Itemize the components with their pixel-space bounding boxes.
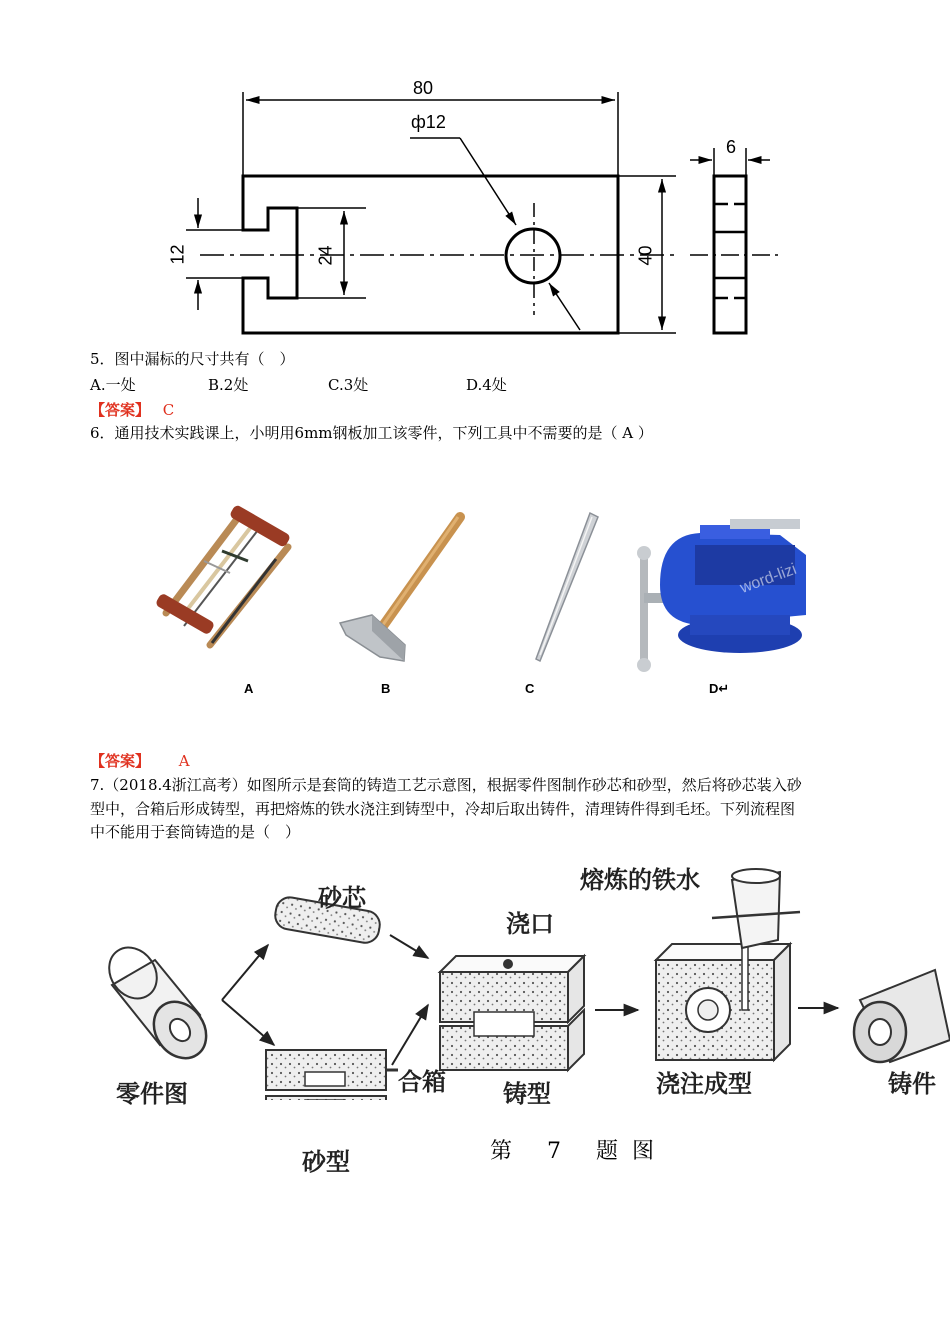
- question-7-line-2: 型中，合箱后形成铸型，再把熔炼的铁水浇注到铸型中，冷却后取出铸件，清理铸件得到毛坯。下列流程图: [90, 800, 796, 818]
- sand-mold: [266, 1050, 398, 1100]
- part-drawing: [0, 60, 950, 350]
- question-5: 5．图中漏标的尺寸共有（ ）: [90, 350, 295, 368]
- q5-answer: [90, 399, 174, 421]
- answer-tag: 【答案】: [90, 401, 151, 419]
- figure-caption: 第 7 题图: [490, 1139, 668, 1164]
- scriber-image: [536, 513, 598, 661]
- answer-value: C: [162, 401, 175, 419]
- ladle: [712, 869, 800, 948]
- hacksaw-image: [155, 504, 292, 645]
- answer-value: A: [178, 752, 190, 770]
- bench-vise-image: [637, 519, 806, 672]
- label-casting: 铸件: [888, 1070, 936, 1098]
- label-casting-mold: 铸型: [503, 1080, 551, 1108]
- tools-figure: [140, 495, 840, 680]
- answer-tag: 【答案】: [90, 752, 151, 770]
- question-7-line-1: 7.（2018.4浙江高考）如图所示是套筒的铸造工艺示意图，根据零件图制作砂芯和砂型，然后将砂芯装入砂: [90, 776, 802, 794]
- casting-mold: [440, 956, 584, 1070]
- dim-height: 40: [635, 245, 656, 266]
- label-gate: 浇口: [506, 910, 554, 938]
- dim-slot: 12: [167, 244, 188, 265]
- question-7-line-3: 中不能用于套筒铸造的是（ ）: [90, 823, 301, 841]
- q5-option-a: A.一处: [90, 376, 136, 394]
- dim-hole: ф12: [411, 112, 446, 132]
- part-cylinder: [99, 938, 216, 1068]
- label-molten-iron: 熔炼的铁水: [580, 866, 700, 894]
- pouring-mold: [656, 930, 790, 1060]
- label-pouring: 浇注成型: [656, 1070, 752, 1098]
- casting-result: [854, 970, 950, 1062]
- label-assemble: 合箱: [398, 1068, 446, 1096]
- dim-length: 80: [413, 78, 434, 98]
- tool-label-a: A: [244, 681, 254, 696]
- label-part: 零件图: [116, 1080, 188, 1108]
- tool-label-b: B: [381, 681, 391, 696]
- dim-thickness: 6: [726, 137, 737, 157]
- label-core: 砂芯: [318, 884, 366, 912]
- q6-answer: [90, 750, 190, 772]
- question-6: 6．通用技术实践课上，小明用6mm钢板加工该零件，下列工具中不需要的是（ A ）: [90, 424, 653, 442]
- tool-label-d: D↵: [709, 681, 730, 696]
- dim-neck: 24: [315, 245, 336, 266]
- q5-option-b: B.2处: [208, 376, 249, 394]
- q5-option-d: D.4处: [466, 376, 507, 394]
- hammer-image: [340, 517, 460, 661]
- label-mold: 砂型: [302, 1148, 350, 1176]
- watermark-text: word-lizi: [737, 560, 799, 597]
- tool-label-c: C: [525, 681, 535, 696]
- casting-process-figure: [0, 860, 950, 1100]
- q5-option-c: C.3处: [328, 376, 369, 394]
